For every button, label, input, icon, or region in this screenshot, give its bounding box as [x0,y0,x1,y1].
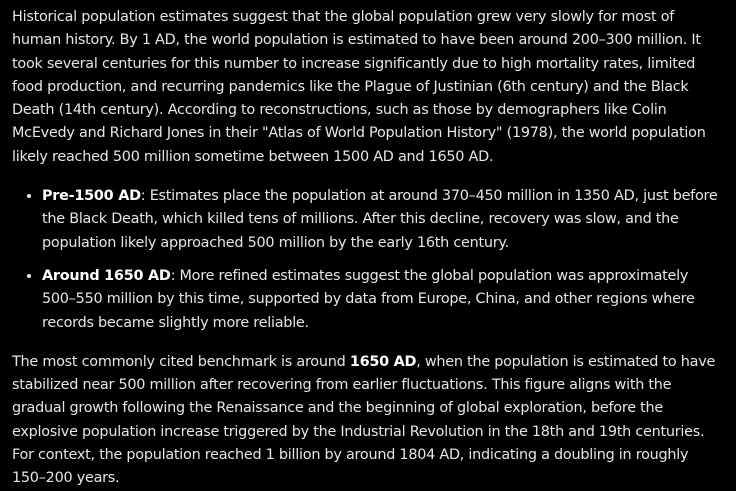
conclusion-paragraph [12,351,726,491]
conclusion-text-before: The most commonly cited benchmark is around [12,353,350,370]
list-item-title: Around 1650 AD [42,267,171,284]
benchmark-year: 1650 AD [349,353,417,370]
list-item-text: : More refined estimates suggest the global population was approximately 500–550 million by this time, supported by data from Europe, China, and other regions where records became slightly more reliable. [42,267,695,331]
estimates-list [12,185,726,335]
list-item [42,185,726,255]
list-item-title: Pre-1500 AD [42,188,141,205]
conclusion-text-after: , when the population is estimated to have stabilized near 500 million after recovering from earlier fluctuations. This figure aligns with the gradual growth following the Renaissance and the beginning of global exploration, before the explosive population increase triggered by the Industrial Revolution in the 18th and 19th centuries. For context, the population reached 1 billion by around 1804 AD, indicating a doubling in roughly 150–200 years. [12,353,716,487]
list-item-text: : Estimates place the population at around 370–450 million in 1350 AD, just before the Black Death, which killed tens of millions. After this decline, recovery was slow, and the population likely approached 500 million by the early 16th century. [42,188,718,251]
list-item [42,265,726,335]
intro-paragraph: Historical population estimates suggest that the global population grew very slowly for most of human history. By 1 AD, the world population is estimated to have been around 200–300 million. It took several centuries for this number to increase significantly due to high mortality rates, limited food production, and recurring pandemics like the Plague of Justinian (6th century) and the Black Death (14th century). According to reconstructions, such as those by demographers like Colin McEvedy and Richard Jones in their "Atlas of World Population History" (1978), the world population likely reached 500 million sometime between 1500 AD and 1650 AD. [12,9,706,165]
